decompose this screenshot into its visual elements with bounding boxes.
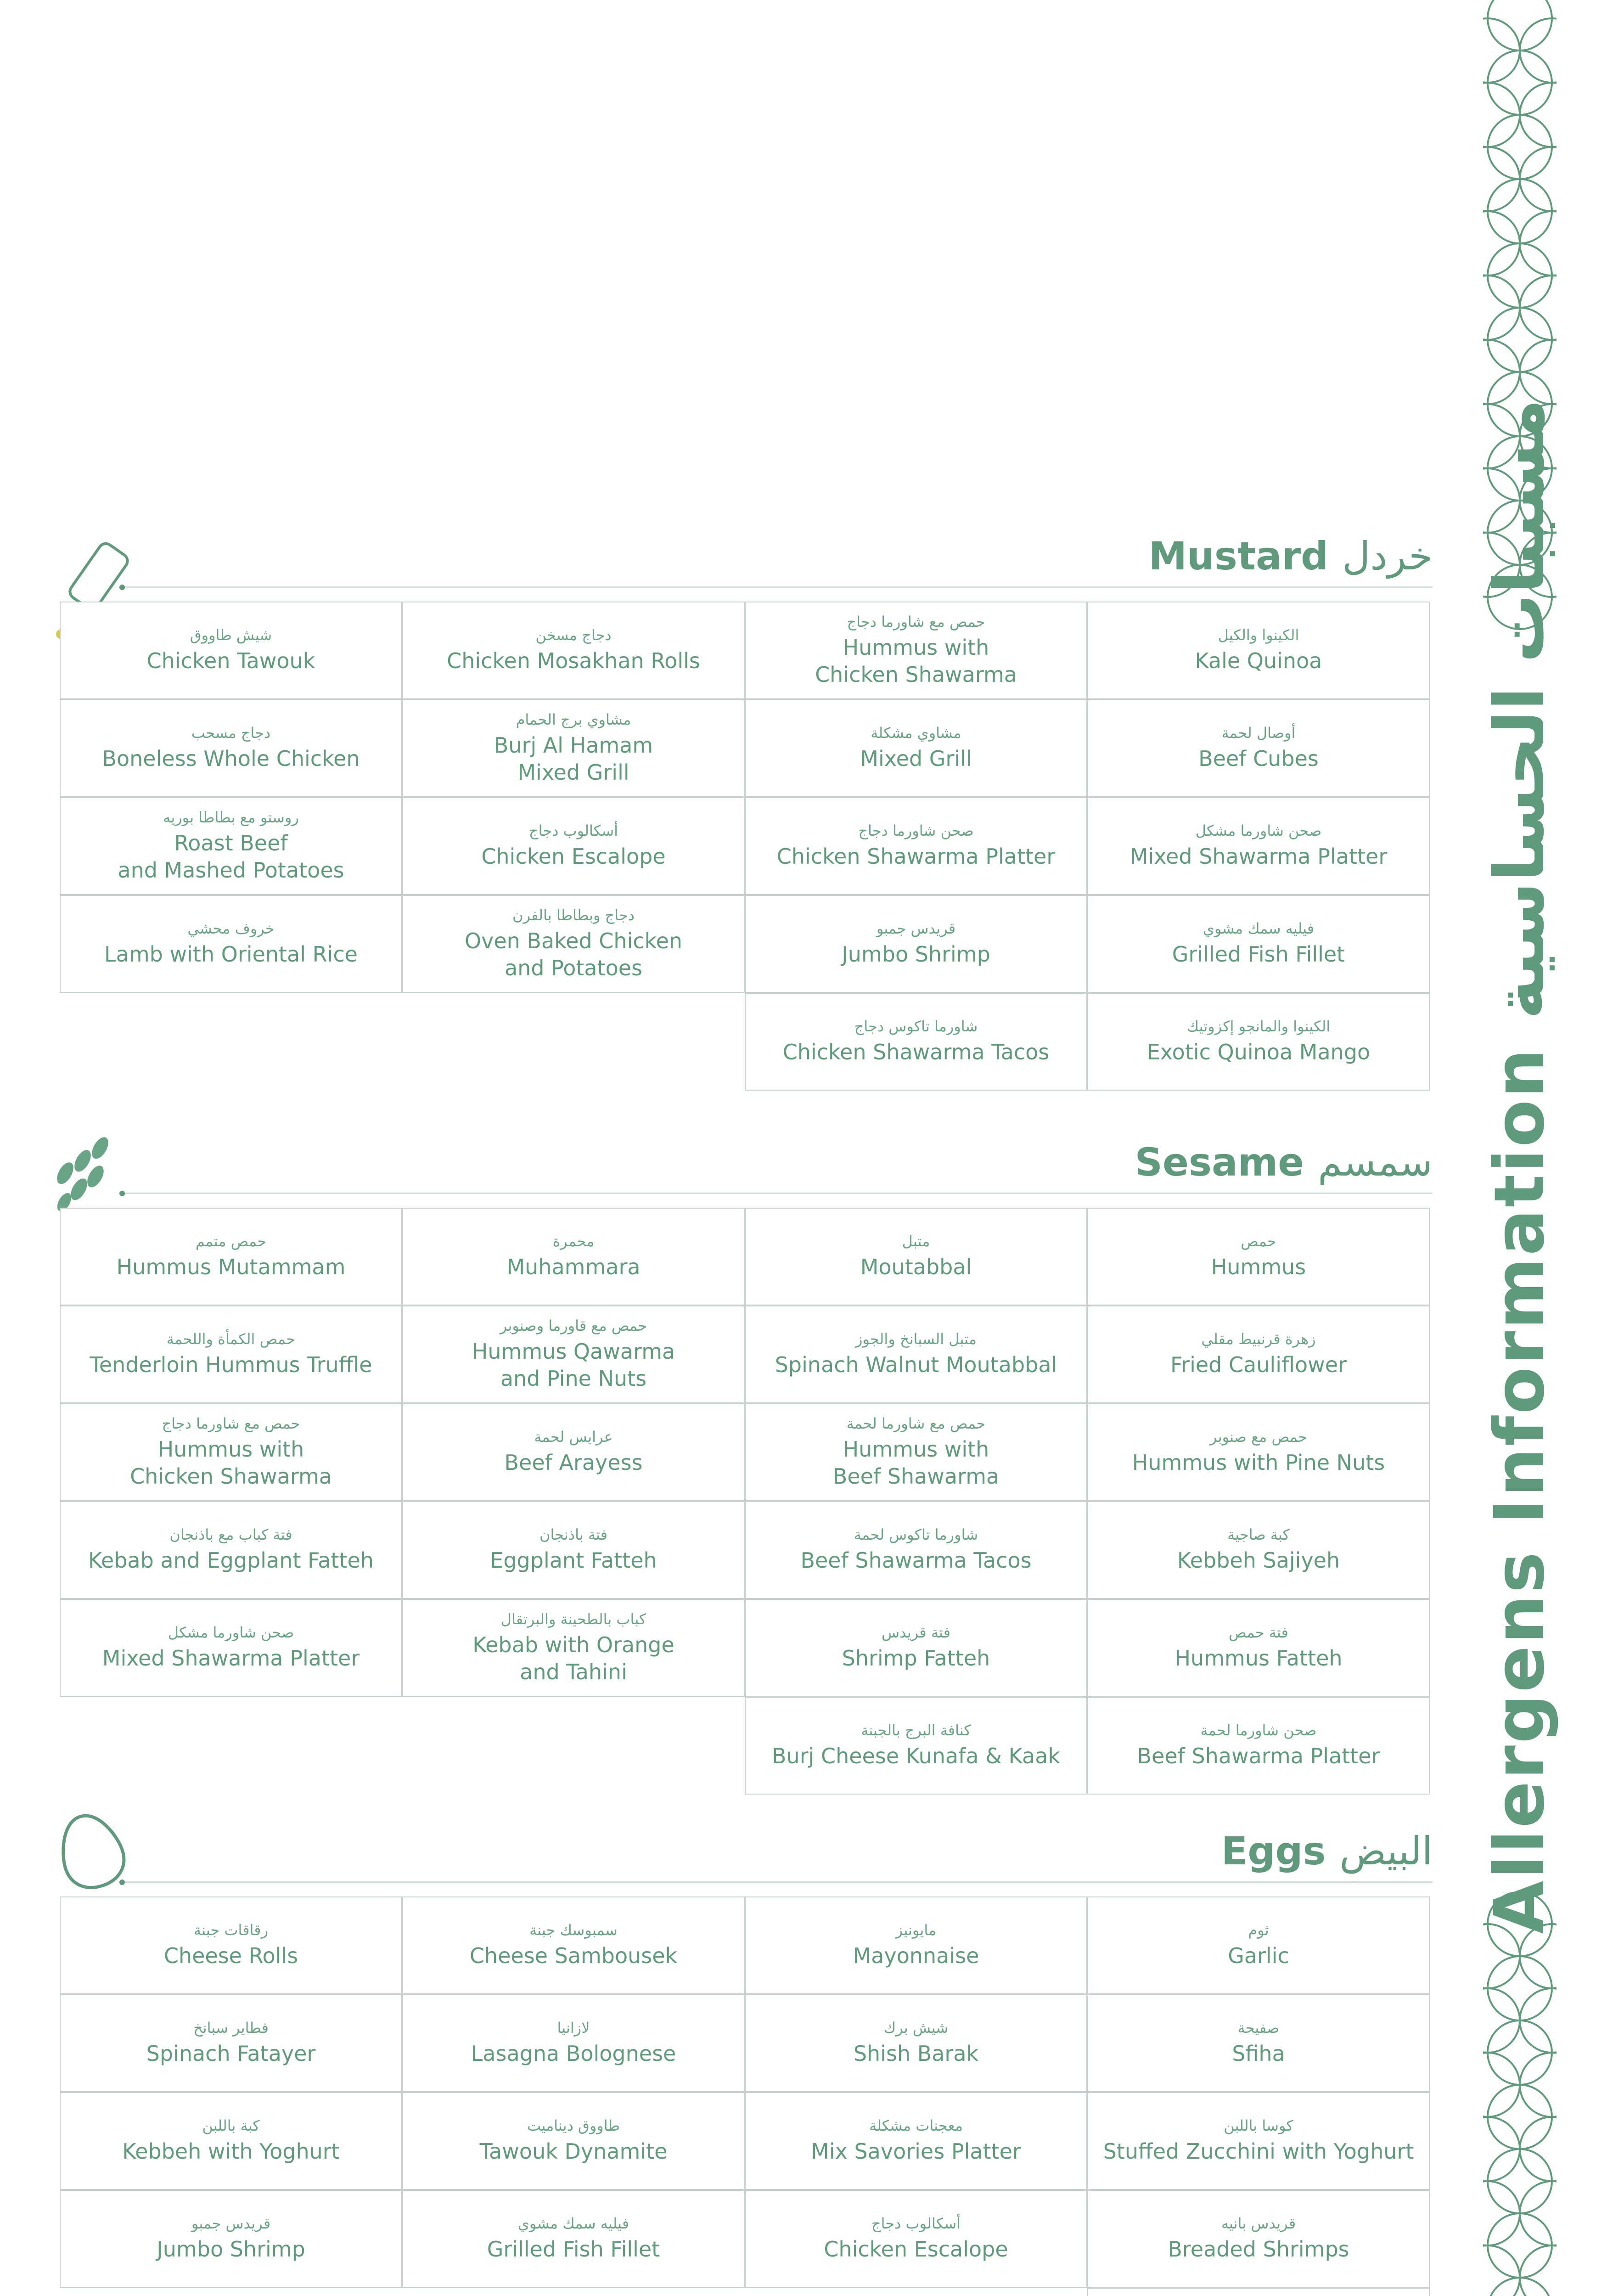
dish-name-ar: فتة قريدس — [882, 1624, 950, 1642]
dish-name-en: Shrimp Fatteh — [842, 1646, 990, 1671]
eggs-dish-cell — [745, 1994, 1087, 2092]
dish-name-en: Oven Baked Chicken and Potatoes — [464, 928, 683, 980]
dish-name-ar: صحن شاورما مشكل — [168, 1624, 294, 1642]
sesame-dish-cell — [745, 1599, 1087, 1697]
mustard-dish-cell — [745, 699, 1087, 797]
dish-name-en: Boneless Whole Chicken — [102, 746, 360, 771]
dish-name-en: Kale Quinoa — [1195, 648, 1322, 674]
dish-name-en: Chicken Shawarma Tacos — [782, 1040, 1050, 1065]
dish-name-en: Beef Arayess — [504, 1450, 643, 1475]
dish-name-ar: لازانيا — [557, 2019, 590, 2037]
mustard-dish-cell — [1087, 895, 1430, 993]
dish-name-en: Garlic — [1228, 1943, 1289, 1969]
dish-name-en: Hummus with Pine Nuts — [1132, 1450, 1385, 1475]
dish-name-ar: دجاج مسحب — [191, 724, 271, 742]
dish-name-en: Mixed Grill — [860, 746, 972, 771]
dish-name-ar: روستو مع بطاطا بوريه — [163, 808, 299, 826]
sesame-dish-cell — [745, 1501, 1087, 1599]
dish-name-en: Breaded Shrimps — [1168, 2237, 1349, 2262]
dish-name-en: Hummus — [1211, 1255, 1306, 1280]
dish-name-en: Burj Cheese Kunafa & Kaak — [771, 1744, 1061, 1769]
sesame-seeds-icon — [46, 1134, 124, 1214]
sesame-dish-cell — [60, 1501, 402, 1599]
dish-name-en: Burj Al Hamam Mixed Grill — [494, 732, 653, 785]
dish-name-en: Moutabbal — [860, 1255, 972, 1280]
dish-name-ar: محمرة — [552, 1232, 595, 1250]
eggs-dish-cell — [60, 2190, 402, 2288]
allergens-title-en: Allergens Information — [1480, 1047, 1560, 1934]
mustard-dish-cell — [745, 993, 1087, 1091]
dish-name-ar: متبل السبانخ والجوز — [855, 1330, 977, 1348]
sesame-dish-cell — [1087, 1697, 1430, 1795]
dish-name-ar: شيش برك — [883, 2019, 949, 2037]
eggs-dish-cell — [1087, 1896, 1430, 1994]
dish-name-ar: صفيحة — [1237, 2019, 1280, 2037]
dish-name-en: Beef Cubes — [1198, 746, 1319, 771]
dish-name-ar: كبة صاجية — [1227, 1526, 1290, 1544]
mustard-dish-cell — [1087, 699, 1430, 797]
sesame-dish-cell — [1087, 1403, 1430, 1501]
dish-name-en: Cheese Sambousek — [469, 1943, 678, 1969]
eggs-dish-cell — [745, 2190, 1087, 2288]
mustard-rule-dot — [119, 585, 125, 590]
dish-name-ar: الكينوا والمانجو إكزوتيك — [1186, 1018, 1331, 1035]
mustard-dish-cell — [402, 699, 745, 797]
mustard-dish-cell — [402, 797, 745, 895]
sesame-dish-cell — [402, 1208, 745, 1306]
eggs-dish-cell — [1087, 2288, 1430, 2296]
sesame-dish-cell — [402, 1501, 745, 1599]
dish-name-ar: عرايس لحمة — [534, 1428, 613, 1446]
allergens-title-text — [1480, 399, 1560, 1934]
dish-name-en: Kebab and Eggplant Fatteh — [88, 1548, 374, 1573]
mustard-title-ar: خردل — [1342, 534, 1433, 579]
dish-name-ar: رقاقات جبنة — [193, 1921, 269, 1939]
mustard-dish-cell — [60, 699, 402, 797]
dish-name-en: Cheese Rolls — [163, 1943, 298, 1969]
dish-name-ar: حمص — [1241, 1232, 1276, 1250]
dish-name-en: Spinach Fatayer — [146, 2041, 316, 2066]
sesame-title — [1135, 1140, 1433, 1185]
dish-name-ar: معجنات مشكلة — [869, 2117, 963, 2135]
dish-name-ar: أسكالوب دجاج — [528, 822, 618, 840]
dish-name-ar: كنافة البرج بالجبنة — [861, 1722, 971, 1739]
sesame-dish-cell — [60, 1208, 402, 1306]
mustard-header — [60, 533, 1433, 588]
eggs-dish-cell — [745, 2092, 1087, 2190]
dish-name-ar: خروف محشي — [187, 920, 275, 938]
dish-name-ar: فتة حمص — [1229, 1624, 1288, 1642]
dish-name-en: Muhammara — [506, 1255, 641, 1280]
dish-name-en: Spinach Walnut Moutabbal — [775, 1352, 1057, 1378]
dish-name-en: Chicken Shawarma Platter — [776, 844, 1056, 869]
dish-name-ar: كوسا باللبن — [1224, 2117, 1293, 2135]
eggs-title-ar: البيض — [1339, 1829, 1433, 1874]
dish-name-ar: شيش طاووق — [190, 626, 272, 644]
dish-name-ar: متبل — [902, 1232, 930, 1250]
dish-name-ar: حمص مع صنوبر — [1210, 1428, 1307, 1446]
dish-name-en: Shish Barak — [853, 2041, 979, 2066]
dish-name-en: Hummus Mutammam — [116, 1255, 346, 1280]
sesame-dish-cell — [745, 1208, 1087, 1306]
dish-name-en: Tenderloin Hummus Truffle — [90, 1352, 372, 1378]
eggs-dish-cell — [1087, 1994, 1430, 2092]
sesame-dish-cell — [745, 1697, 1087, 1795]
mustard-dish-cell — [1087, 797, 1430, 895]
dish-name-ar: أوصال لحمة — [1221, 724, 1296, 742]
dish-name-ar: كبة باللبن — [202, 2117, 260, 2135]
dish-name-en: Hummus with Chicken Shawarma — [130, 1436, 332, 1489]
dish-name-en: Hummus Fatteh — [1174, 1646, 1343, 1671]
dish-name-en: Roast Beef and Mashed Potatoes — [118, 830, 344, 883]
dish-name-en: Chicken Tawouk — [146, 648, 315, 674]
mustard-dish-cell — [60, 895, 402, 993]
sesame-dish-cell — [60, 1599, 402, 1697]
sesame-dish-cell — [1087, 1501, 1430, 1599]
dish-name-en: Chicken Mosakhan Rolls — [447, 648, 700, 674]
dish-name-ar: فيليه سمك مشوي — [1202, 920, 1315, 938]
dish-name-en: Mixed Shawarma Platter — [102, 1646, 360, 1671]
dish-name-en: Jumbo Shrimp — [157, 2237, 305, 2262]
dish-name-ar: صحن شاورما دجاج — [858, 822, 974, 840]
mustard-title-en: Mustard — [1148, 534, 1329, 579]
dish-name-en: Lasagna Bolognese — [471, 2041, 676, 2066]
dish-name-ar: فطاير سبانخ — [193, 2019, 269, 2037]
sesame-dish-cell — [402, 1403, 745, 1501]
dish-name-en: Tawouk Dynamite — [479, 2139, 668, 2164]
sesame-title-en: Sesame — [1135, 1140, 1304, 1185]
sesame-header — [60, 1139, 1433, 1194]
dish-name-en: Sfiha — [1232, 2041, 1285, 2066]
dish-name-ar: مايونيز — [895, 1921, 937, 1939]
eggs-dish-cell — [745, 1896, 1087, 1994]
mustard-dish-cell — [402, 602, 745, 699]
sesame-dish-cell — [745, 1306, 1087, 1403]
eggs-dish-cell — [1087, 2190, 1430, 2288]
eggs-header — [60, 1828, 1433, 1883]
dish-name-ar: حمص مع شاورما لحمة — [846, 1414, 986, 1432]
dish-name-ar: حمص مع شاورما دجاج — [847, 613, 985, 630]
dish-name-en: Hummus with Chicken Shawarma — [815, 635, 1017, 687]
eggs-title-en: Eggs — [1221, 1829, 1326, 1874]
eggs-dish-cell — [60, 1896, 402, 1994]
dish-name-ar: طاووق ديناميت — [527, 2117, 620, 2135]
dish-name-ar: مشاوي مشكلة — [871, 724, 961, 742]
dish-name-ar: ثوم — [1248, 1921, 1269, 1939]
dish-name-ar: شاورما تاكوس لحمة — [854, 1526, 978, 1544]
eggs-dish-cell — [402, 2092, 745, 2190]
dish-name-en: Exotic Quinoa Mango — [1146, 1040, 1371, 1065]
dish-name-ar: حمص الكمأة واللحمة — [166, 1330, 296, 1348]
mustard-dish-cell — [745, 797, 1087, 895]
dish-name-en: Mayonnaise — [853, 1943, 979, 1969]
dish-name-en: Grilled Fish Fillet — [1172, 942, 1345, 967]
sesame-dish-cell — [402, 1599, 745, 1697]
dish-name-ar: مشاوي برج الحمام — [516, 710, 631, 728]
dish-name-en: Hummus with Beef Shawarma — [832, 1436, 1000, 1489]
dish-name-ar: سمبوسك جبنة — [529, 1921, 618, 1939]
dish-name-ar: زهرة قرنبيط مقلي — [1201, 1330, 1316, 1348]
eggs-dish-cell — [1087, 2092, 1430, 2190]
sesame-rule-dot — [119, 1191, 125, 1196]
sesame-title-ar: سمسم — [1318, 1140, 1433, 1185]
dish-name-en: Lamb with Oriental Rice — [104, 942, 358, 967]
sesame-dish-cell — [60, 1403, 402, 1501]
sesame-dish-cell — [402, 1306, 745, 1403]
lattice-pattern-bottom — [1483, 1892, 1556, 2296]
dish-name-ar: فيليه سمك مشوي — [517, 2215, 629, 2233]
sesame-dish-cell — [1087, 1599, 1430, 1697]
dish-name-en: Eggplant Fatteh — [490, 1548, 657, 1573]
dish-name-ar: الكينوا والكيل — [1218, 626, 1299, 644]
mustard-dish-cell — [60, 797, 402, 895]
dish-name-en: Chicken Escalope — [824, 2237, 1008, 2262]
dish-name-en: Mixed Shawarma Platter — [1129, 844, 1388, 869]
eggs-rule-dot — [119, 1880, 125, 1885]
eggs-dish-cell — [60, 2092, 402, 2190]
dish-name-en: Stuffed Zucchini with Yoghurt — [1103, 2139, 1414, 2164]
dish-name-en: Grilled Fish Fillet — [487, 2237, 660, 2262]
dish-name-ar: قريدس جمبو — [876, 920, 956, 938]
dish-name-ar: كباب بالطحينة والبرتقال — [500, 1610, 646, 1628]
eggs-rule — [124, 1881, 1433, 1883]
sesame-dish-cell — [1087, 1208, 1430, 1306]
eggs-dish-cell — [402, 1896, 745, 1994]
dish-name-en: Chicken Escalope — [481, 844, 666, 869]
dish-name-ar: شاورما تاكوس دجاج — [854, 1018, 978, 1035]
eggs-title — [1221, 1829, 1433, 1874]
dish-name-ar: فتة كباب مع باذنجان — [169, 1526, 292, 1544]
dish-name-en: Mix Savories Platter — [811, 2139, 1021, 2164]
dish-name-en: Kebab with Orange and Tahini — [472, 1632, 674, 1684]
dish-name-ar: قريدس بانيه — [1221, 2215, 1296, 2233]
dish-name-ar: صحن شاورما لحمة — [1200, 1722, 1317, 1739]
mustard-dish-cell — [745, 895, 1087, 993]
mustard-dish-cell — [1087, 993, 1430, 1091]
sesame-dish-cell — [1087, 1306, 1430, 1403]
allergens-title-ar: مسببات الحساسية — [1480, 399, 1560, 1020]
mustard-dish-cell — [60, 602, 402, 699]
dish-name-en: Beef Shawarma Tacos — [800, 1548, 1032, 1573]
dish-name-ar: صحن شاورما مشكل — [1195, 822, 1322, 840]
mustard-rule — [124, 586, 1433, 588]
eggs-dish-cell — [60, 1994, 402, 2092]
dish-name-en: Kebbeh with Yoghurt — [122, 2139, 340, 2164]
dish-name-ar: فتة باذنجان — [539, 1526, 607, 1544]
eggs-dish-cell — [402, 1994, 745, 2092]
mustard-title — [1149, 534, 1433, 579]
dish-name-en: Jumbo Shrimp — [842, 942, 990, 967]
eggs-dish-cell — [402, 2190, 745, 2288]
dish-name-en: Beef Shawarma Platter — [1137, 1744, 1380, 1769]
dish-name-ar: حمص متمم — [195, 1232, 267, 1250]
mustard-dish-cell — [745, 602, 1087, 699]
dish-name-en: Hummus Qawarma and Pine Nuts — [472, 1339, 675, 1391]
dish-name-ar: حمص مع قاورما وصنوبر — [500, 1317, 647, 1334]
dish-name-ar: دجاج مسخن — [535, 626, 612, 644]
dish-name-ar: حمص مع شاورما دجاج — [162, 1414, 300, 1432]
dish-name-ar: قريدس جمبو — [191, 2215, 271, 2233]
mustard-dish-cell — [1087, 602, 1430, 699]
sesame-rule — [124, 1193, 1433, 1194]
dish-name-en: Kebbeh Sajiyeh — [1177, 1548, 1340, 1573]
dish-name-en: Fried Cauliflower — [1170, 1352, 1347, 1378]
sesame-dish-cell — [60, 1306, 402, 1403]
dish-name-ar: أسكالوب دجاج — [871, 2215, 961, 2233]
sesame-dish-cell — [745, 1403, 1087, 1501]
dish-name-ar: دجاج وبطاطا بالفرن — [512, 906, 635, 924]
mustard-dish-cell — [402, 895, 745, 993]
